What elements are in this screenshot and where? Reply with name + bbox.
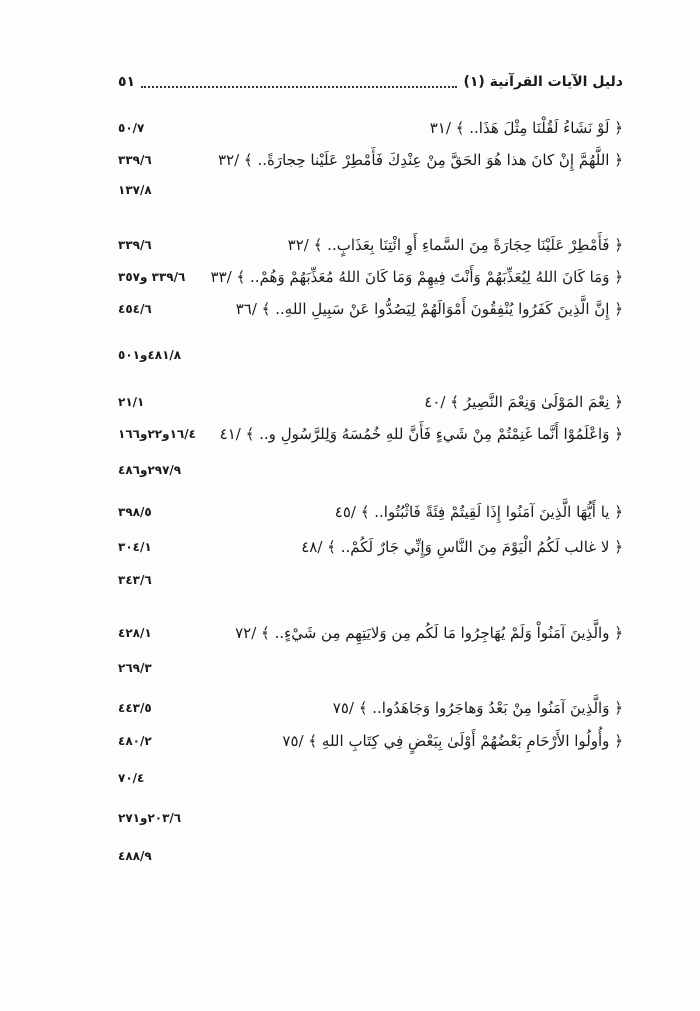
index-entry	[118, 694, 623, 722]
index-entry	[118, 341, 623, 369]
volume-page-reference: ٧٠/٤	[118, 771, 145, 785]
index-entry	[118, 533, 623, 561]
volume-page-reference: ٤٨٨/٩	[118, 849, 152, 863]
index-entry	[118, 566, 623, 594]
ayah-text: ﴿ وَمَا كَانَ اللهُ لِيُعَذِّبَهُمْ وَأَنْتَ فِيهِمْ وَمَا كَانَ اللهُ مُعَذِّبَهُمْ وَهُمْ.. ﴾ /٣٣	[210, 268, 623, 286]
index-entry	[118, 388, 623, 416]
volume-page-reference: ٤٨١/٨و٥٠١	[118, 348, 182, 362]
ayah-text: ﴿ لَوْ نَشَاءُ لَقُلْنَا مِثْلَ هَذَا.. ﴾ /٣١	[429, 119, 623, 137]
index-entry	[118, 176, 623, 204]
index-entry	[118, 231, 623, 259]
ayah-text: ﴿ والَّذِينَ آمَنُواْ وَلَمْ يُهَاجِرُوا مَا لَكُم مِن وَلايَتِهِم مِن شَيْءٍ.. ﴾ /٧٢	[235, 624, 623, 642]
index-entry	[118, 114, 623, 142]
volume-page-reference: ٤٢٨/١	[118, 626, 152, 640]
volume-page-reference: ٤٤٣/٥	[118, 701, 152, 715]
volume-page-reference: ٣٠٤/١	[118, 540, 152, 554]
volume-page-reference: ٤٥٤/٦	[118, 302, 152, 316]
index-entry	[118, 727, 623, 755]
index-entry	[118, 295, 623, 323]
ayah-text: ﴿ وَالَّذِينَ آمَنُوا مِنْ بَعْدُ وَهاجَرُوا وَجَاهَدُوا.. ﴾ /٧٥	[332, 699, 623, 717]
volume-page-reference: ٢١/١	[118, 395, 145, 409]
index-entry	[118, 420, 623, 448]
header-title: دليل الآيات القرآنية (١)	[463, 74, 623, 90]
volume-page-reference: ٣٣٩/٦	[118, 238, 152, 252]
index-entry	[118, 456, 623, 484]
volume-page-reference: ٤٨٠/٢	[118, 734, 152, 748]
ayah-text: ﴿ إِنَّ الَّذِينَ كَفَرُوا يُنْفِقُونَ أَمْوَالَهُمْ لِيَصُدُّوا عَنْ سَبِيلِ اللهِ.. ﴾ /٣٦	[235, 300, 623, 318]
index-entry	[118, 146, 623, 174]
index-entry	[118, 764, 623, 792]
volume-page-reference: ١٦/٤و٢٢و١٦٦	[118, 427, 196, 441]
index-entry	[118, 804, 623, 832]
ayah-text: ﴿ فَأَمْطِرْ عَلَيْنَا حِجَارَةً مِنَ السَّماءِ أَوِ ائْتِنَا بِعَذَابٍ.. ﴾ /٣٢	[287, 236, 623, 254]
volume-page-reference: ٣٩٨/٥	[118, 505, 152, 519]
index-entry	[118, 263, 623, 291]
ayah-text: ﴿ يا أَيُّهَا الَّذِينَ آمَنُوا إِذَا لَقِيتُمْ فِئَةً فَاثْبُتُوا.. ﴾ /٤٥	[334, 503, 623, 521]
volume-page-reference: ٢٩٧/٩و٤٨٦	[118, 463, 182, 477]
index-entry	[118, 498, 623, 526]
volume-page-reference: ١٣٧/٨	[118, 183, 152, 197]
ayah-text: ﴿ وأُولُوا الأَرْحَامِ بَعْضُهُمْ أَوْلَىٰ بِبَعْضٍ فِي كِتَابِ اللهِ ﴾ /٧٥	[282, 732, 623, 750]
volume-page-reference: ٢٦٩/٣	[118, 661, 152, 675]
volume-page-reference: ٣٣٩/٦ و٣٥٧	[118, 270, 186, 284]
page-number: ٥١	[118, 74, 136, 90]
ayah-text: ﴿ لا غالب لَكُمُ الْيَوْمَ مِنَ النَّاسِ وَإِنِّي جَارٌ لَكُمْ.. ﴾ /٤٨	[301, 538, 623, 556]
volume-page-reference: ٣٣٩/٦	[118, 153, 152, 167]
volume-page-reference: ٣٤٣/٦	[118, 573, 152, 587]
ayah-text: ﴿ اللَّهُمَّ إِنْ كانَ هذا هُوَ الحَقَّ مِنْ عِنْدِكَ فَأَمْطِرْ عَلَيْنا حِجارَةً.. ﴾ /٣٢	[217, 151, 623, 169]
dot-leader	[141, 76, 457, 88]
volume-page-reference: ٥٠/٧	[118, 121, 145, 135]
index-entry	[118, 654, 623, 682]
running-header	[118, 70, 623, 94]
ayah-text: ﴿ نِعْمَ المَوْلَىٰ وَنِعْمَ النَّصِيرُ ﴾ /٤٠	[424, 393, 623, 411]
ayah-text: ﴿ وَاعْلَمُوْا أَنَّما غَنِمْتُمْ مِنْ شَيءٍ فَأَنَّ للهِ خُمُسَهُ وَلِلرَّسُولِ و.. ﴾ /٤١	[219, 425, 623, 443]
volume-page-reference: ٢٠٣/٦و٢٧١	[118, 811, 182, 825]
index-entry	[118, 842, 623, 870]
index-entry	[118, 619, 623, 647]
